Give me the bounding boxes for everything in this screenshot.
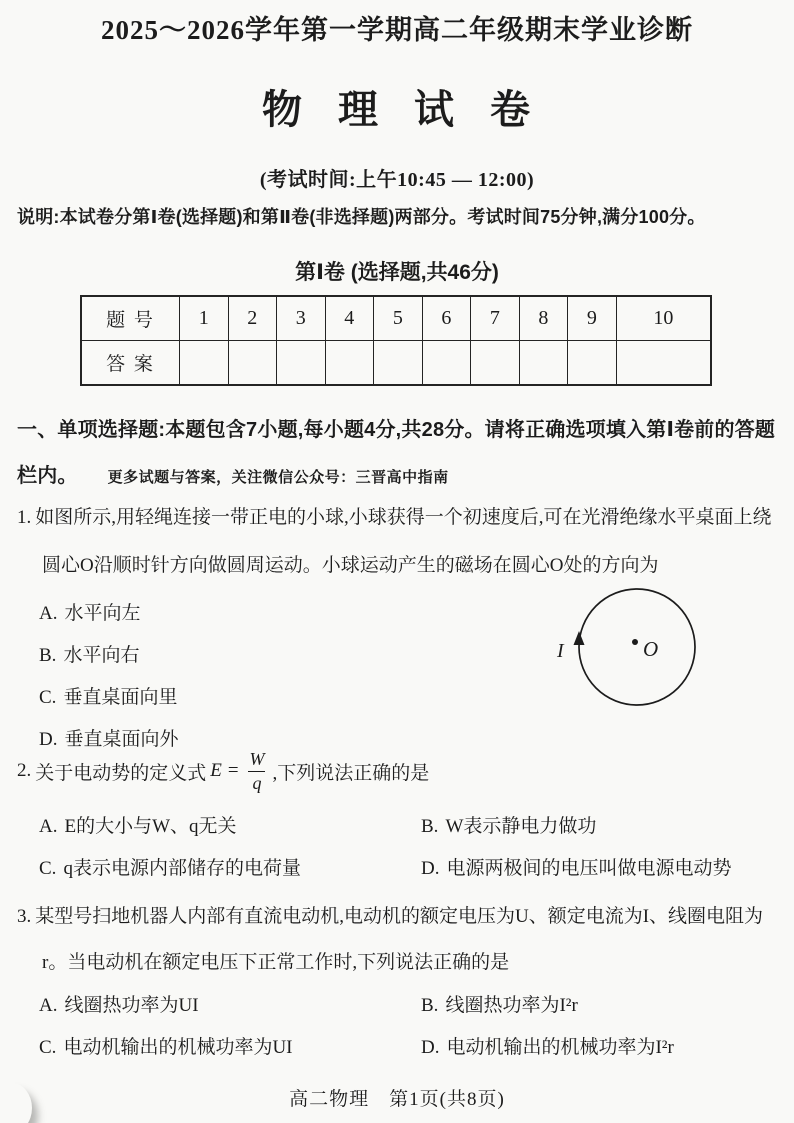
exam-instructions: 说明:本试卷分第Ⅰ卷(选择题)和第Ⅱ卷(非选择题)两部分。考试时间75分钟,满分100分。 (17, 207, 706, 227)
question-2-option-d: D. 电源两极间的电压叫做电源电动势 (421, 858, 732, 879)
circle-motion-figure (544, 580, 724, 716)
direction-arrow (574, 631, 585, 645)
question-1-stem-text: 如图所示,用轻绳连接一带正电的小球,小球获得一个初速度后,可在光滑绝缘水平桌面上绕圆心O沿顺时针方向做圆周运动。小球运动产生的磁场在圆心O处的方向为 (35, 507, 772, 576)
center-point-label: O (643, 637, 659, 661)
question-2-option-a: A. E的大小与W、q无关 (39, 816, 237, 837)
answer-cell (277, 341, 326, 386)
answer-cell (228, 341, 277, 386)
question-1-stem (17, 494, 783, 590)
current-label: I (557, 640, 564, 662)
question-2-options (17, 815, 783, 899)
qnum-cell: 1 (180, 296, 229, 341)
qnum-cell: 7 (471, 296, 520, 341)
answer-cell (616, 341, 711, 386)
question-1-option-d: D. 垂直桌面向外 (39, 729, 179, 750)
question-2 (17, 741, 783, 899)
qnum-cell: 9 (568, 296, 617, 341)
question-3-number: 3. (17, 906, 32, 927)
question-3-stem (17, 894, 783, 986)
question-1-number: 1. (17, 507, 32, 528)
question-2-stem-prefix: 关于电动势的定义式 (35, 762, 207, 784)
qnum-cell: 3 (277, 296, 326, 341)
question-2-stem (17, 741, 783, 801)
qnum-cell: 6 (422, 296, 471, 341)
page-footer: 高二物理 第1页(共8页) (289, 1089, 505, 1110)
answer-cell (568, 341, 617, 386)
exam-time: (考试时间:上午10:45 — 12:00) (259, 169, 535, 191)
qnum-cell: 4 (325, 296, 374, 341)
answer-cell (325, 341, 374, 386)
qnum-cell: 2 (228, 296, 277, 341)
section-one-heading (17, 407, 783, 501)
question-2-option-b: B. W表示静电力做功 (421, 816, 597, 837)
question-3-options (17, 994, 783, 1078)
exam-session-title: 2025～2026学年第一学期高二年级期末学业诊断 (101, 15, 693, 45)
formula-lhs: E = (210, 760, 240, 781)
qnum-cell: 5 (374, 296, 423, 341)
watermark-text: 更多试题与答案，关注微信公众号：三晋高中指南 (107, 469, 449, 486)
fraction-denominator: q (248, 771, 265, 794)
answer-cell (374, 341, 423, 386)
section-one-heading-text: 一、单项选择题:本题包含7小题,每小题4分,共28分。请将正确选项填入第Ⅰ卷前的答题栏内。 (17, 419, 776, 487)
answer-table (80, 295, 712, 386)
question-2-number: 2. (17, 760, 32, 781)
question-3-option-d: D. 电动机输出的机械功率为I²r (421, 1037, 674, 1058)
answer-table-answer-label: 答 案 (81, 341, 180, 386)
center-point-dot (632, 639, 638, 645)
question-3 (17, 894, 783, 1078)
question-1-option-b: B. 水平向右 (39, 645, 140, 666)
fraction-numerator: W (249, 748, 265, 769)
answer-cell (180, 341, 229, 386)
paper-title: 物 理 试 卷 (262, 87, 532, 132)
question-1-option-a: A. 水平向左 (39, 603, 141, 624)
answer-table-header-row (81, 296, 711, 341)
answer-table-qnum-label: 题 号 (81, 296, 180, 341)
qnum-cell: 10 (616, 296, 711, 341)
answer-cell (471, 341, 520, 386)
answer-cell (422, 341, 471, 386)
question-3-option-c: C. 电动机输出的机械功率为UI (39, 1037, 293, 1058)
question-3-stem-text: 某型号扫地机器人内部有直流电动机,电动机的额定电压为U、额定电流为I、线圈电阻为r。当电动机在额定电压下正常工作时,下列说法正确的是 (35, 906, 764, 973)
question-1 (17, 494, 783, 762)
question-3-option-b: B. 线圈热功率为I²r (421, 995, 578, 1016)
question-2-stem-suffix: ,下列说法正确的是 (272, 762, 430, 784)
part1-heading: 第Ⅰ卷 (选择题,共46分) (295, 261, 499, 284)
question-2-option-c: C. q表示电源内部储存的电荷量 (39, 858, 301, 879)
answer-table-answer-row (81, 341, 711, 386)
circular-path (579, 589, 695, 705)
formula-fraction (245, 749, 268, 793)
answer-cell (519, 341, 568, 386)
question-3-option-a: A. 线圈热功率为UI (39, 995, 199, 1016)
question-1-option-c: C. 垂直桌面向里 (39, 687, 178, 708)
qnum-cell: 8 (519, 296, 568, 341)
